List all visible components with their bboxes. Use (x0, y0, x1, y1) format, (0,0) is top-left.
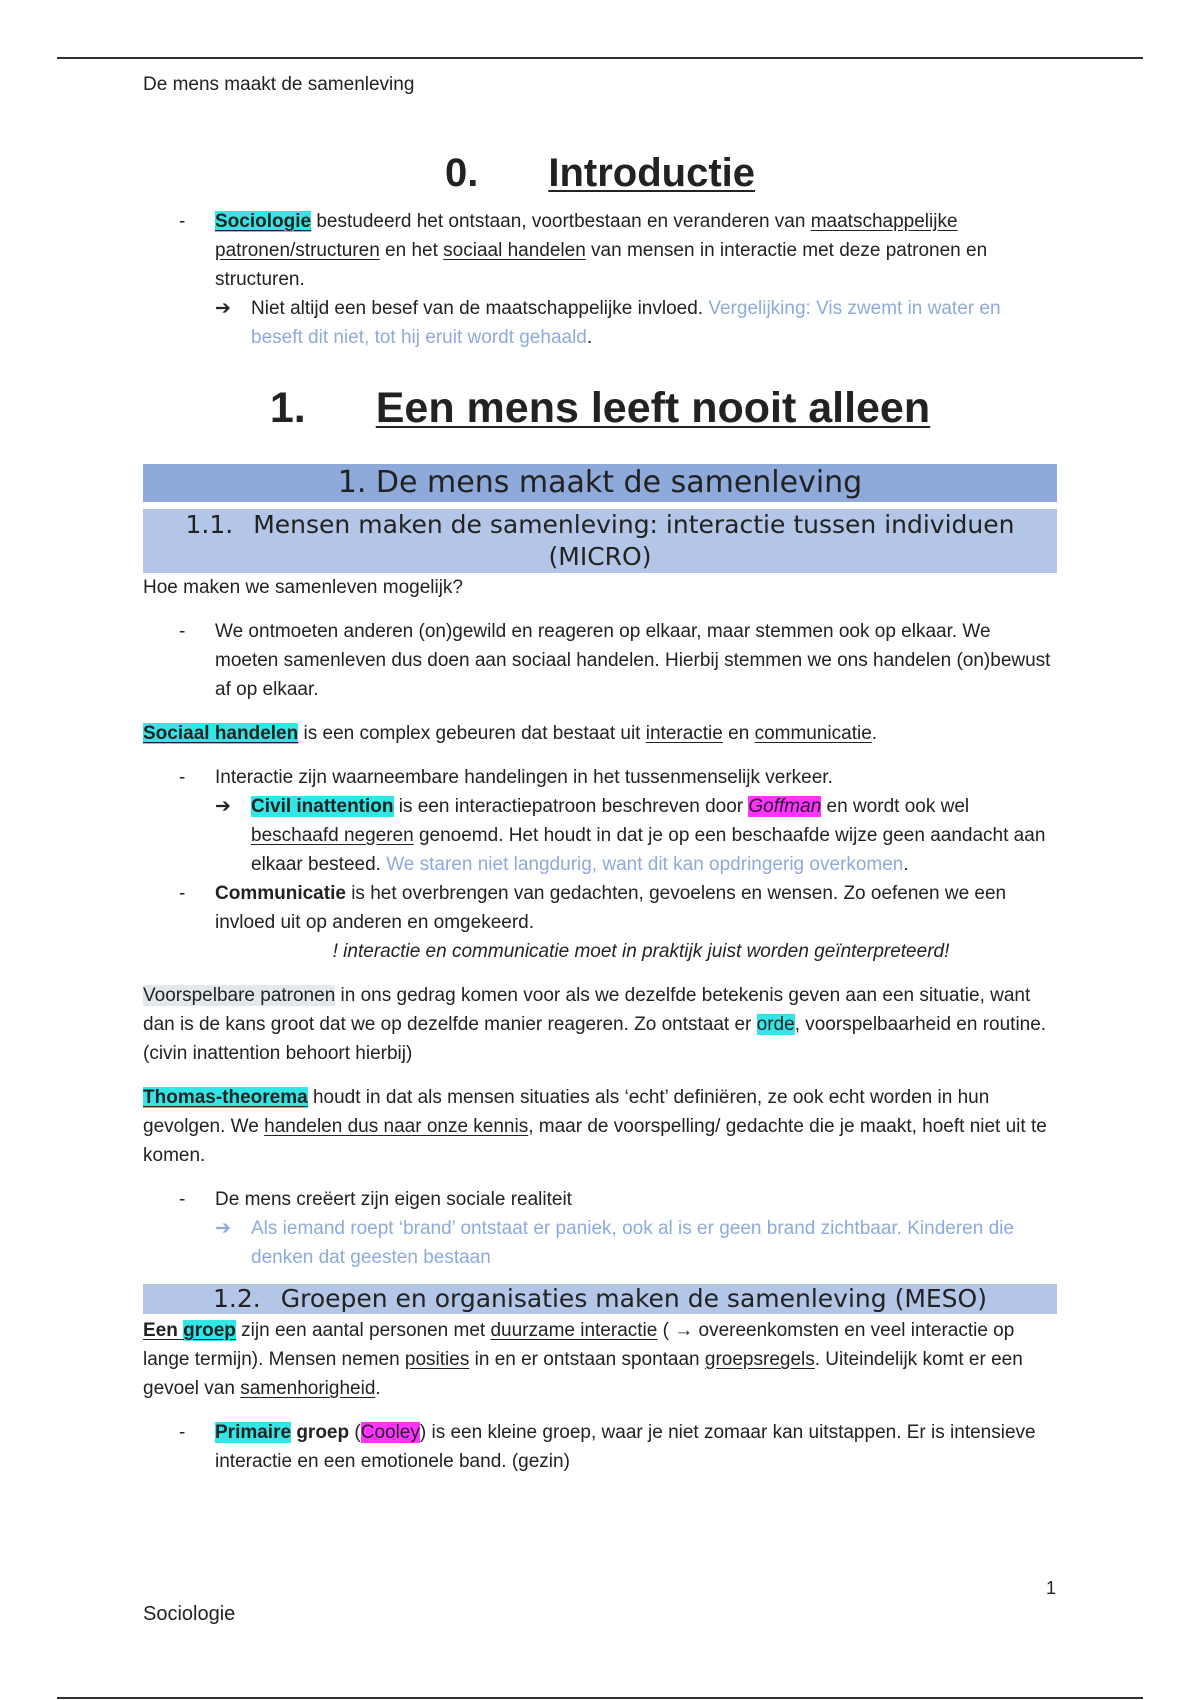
text-run: houdt in dat als mensen situaties als ‘echt’ definiëren, ze ook echt worden in hun gevolgen. We (143, 1087, 990, 1137)
para-voorspelbare-patronen (143, 981, 1057, 1068)
text-run: Niet altijd een besef van de maatschappelijke invloed. (251, 298, 709, 319)
subsection-number: 1.1. (185, 510, 234, 539)
example-text: Vergelijking: Vis zwemt in water en beseft dit niet, tot hij eruit wordt gehaald (251, 298, 1001, 348)
term-orde: orde (756, 1014, 795, 1035)
text-run: ) is een kleine groep, waar je niet zomaar kan uitstappen. Er is intensieve interactie en een emotionele band. (gezin) (215, 1422, 1036, 1472)
example-text: We staren niet langdurig, want dit kan opdringerig overkomen (386, 854, 904, 875)
term-interactie: interactie (645, 723, 723, 744)
text-run: in en er ontstaan spontaan (469, 1349, 705, 1370)
text-run: , voorspelbaarheid en routine. (civin inattention behoort hierbij) (143, 1014, 1047, 1064)
example-text: Als iemand roept ‘brand’ ontstaat er paniek, ook al is er geen brand zichtbaar. Kinderen die denken dat geesten bestaan (251, 1218, 1014, 1268)
heading-een-mens (143, 378, 1057, 438)
text-run: van mensen in interactie met deze patronen en structuren. (215, 240, 988, 290)
dash-icon: - (179, 1422, 186, 1443)
top-rule (57, 57, 1143, 59)
term-duurzame-interactie: duurzame interactie (490, 1320, 658, 1341)
text-run: ( (657, 1320, 675, 1341)
term-civil-inattention: Civil inattention (251, 796, 394, 817)
text-run: is een complex gebeuren dat bestaat uit (298, 723, 646, 744)
arrow-right-icon: ➔ (215, 298, 231, 319)
text-run: ( (349, 1422, 361, 1443)
section-band-samenleving: 1. De mens maakt de samenleving (143, 464, 1057, 502)
bullet-text (215, 1418, 1057, 1476)
arrow-text (251, 792, 1057, 879)
bullet-ontmoeten (143, 617, 1057, 704)
text-run: bestudeerd het ontstaan, voortbestaan en veranderen van (311, 211, 811, 232)
text-run: en (722, 723, 755, 744)
name-goffman: Goffman (748, 796, 822, 817)
dash-icon: - (179, 211, 186, 232)
bullet-interactie (143, 763, 1057, 879)
term-primaire: Primaire (215, 1422, 292, 1443)
dash-icon: - (179, 1189, 186, 1210)
bullet-primaire-groep (143, 1418, 1057, 1476)
dash-icon: - (179, 883, 186, 904)
text-run: . (375, 1378, 381, 1399)
text-run: overeenkomsten en veel interactie op lange termijn). Mensen nemen (143, 1320, 1015, 1370)
heading-text: Introductie (548, 151, 756, 195)
term-sociologie: Sociologie (215, 211, 312, 232)
term-sociaal-handelen: Sociaal handelen (143, 723, 299, 744)
note-interpretatie: ! interactie en communicatie moet in praktijk juist worden geïnterpreteerd! (332, 941, 950, 962)
text-run: . Uiteindelijk komt er een gevoel van (143, 1349, 1023, 1399)
subsection-number: 1.2. (213, 1284, 261, 1313)
term-voorspelbare-patronen: Voorspelbare patronen (143, 985, 336, 1006)
text-run: in ons gedrag komen voor als we dezelfde betekenis geven aan een situatie, want dan is de kans groot dat we op dezelfde manier reageren. Zo ontstaat er (143, 985, 1031, 1035)
term-sociaal-handelen: sociaal handelen (443, 240, 586, 261)
text-run: en wordt ook wel (821, 796, 970, 817)
subsection-title: Groepen en organisaties maken de samenleving (MESO) (280, 1284, 987, 1313)
heading-number: 1. (269, 384, 306, 432)
heading-introductie (143, 145, 1057, 201)
subsection-title: Mensen maken de samenleving: interactie tussen individuen (MICRO) (253, 510, 1015, 571)
bullet-text (215, 879, 1057, 937)
bullet-sociale-realiteit (143, 1185, 1057, 1272)
bullet-text: We ontmoeten anderen (on)gewild en reageren op elkaar, maar stemmen ook op elkaar. We moeten samenleven dus doen aan sociaal handelen. Hierbij stemmen we ons handelen (on)bewust af op elkaar. (215, 621, 1051, 700)
text-run: is het overbrengen van gedachten, gevoelens en wensen. Zo oefenen we een invloed uit op anderen en omgekeerd. (215, 883, 1007, 933)
subsection-band-1-2 (143, 1284, 1057, 1314)
dash-icon: - (179, 767, 186, 788)
text-run: genoemd. Het houdt in dat je op een beschaafde wijze geen aandacht aan elkaar besteed. (251, 825, 1046, 875)
term-groep: groep (291, 1422, 350, 1443)
text-een: Een (143, 1320, 184, 1341)
bullet-text: De mens creëert zijn eigen sociale realiteit (215, 1189, 572, 1210)
document-body (143, 145, 1057, 1476)
bullet-sociologie (143, 207, 1057, 352)
term-beschaafd-negeren: beschaafd negeren (251, 825, 414, 846)
arrow-item-civil-inattention (215, 792, 1057, 879)
bullet-text (215, 207, 1057, 294)
term-groep: groep (183, 1320, 236, 1341)
name-cooley: Cooley (360, 1422, 420, 1443)
term-communicatie: Communicatie (215, 883, 346, 904)
footer-text: Sociologie (143, 1603, 236, 1625)
bullet-communicatie (143, 879, 1057, 966)
arrow-item-besef (215, 294, 1057, 352)
arrow-item-brand (215, 1214, 1057, 1272)
term-communicatie: communicatie (754, 723, 872, 744)
term-maatschappelijke-patronen: maatschappelijke patronen/structuren (215, 211, 958, 261)
arrow-right-icon: ➔ (215, 1218, 231, 1239)
heading-number: 0. (444, 151, 479, 195)
term-posities: posities (404, 1349, 470, 1370)
arrow-right-icon: ➔ (215, 796, 231, 817)
dash-icon: - (179, 621, 186, 642)
arrow-right-icon: → (674, 1320, 694, 1341)
text-run: , maar de voorspelling/ gedachte die je maakt, hoeft niet uit te komen. (143, 1116, 1047, 1166)
term-samenhorigheid: samenhorigheid (240, 1378, 376, 1399)
page-number: 1 (1046, 1578, 1057, 1598)
term-groepsregels: groepsregels (704, 1349, 815, 1370)
text-run: . (871, 723, 878, 744)
text-run: zijn een aantal personen met (235, 1320, 491, 1341)
bullet-text: Interactie zijn waarneembare handelingen in het tussenmenselijk verkeer. (215, 767, 833, 788)
text-run: . (586, 327, 593, 348)
text-run: . (903, 854, 909, 875)
bottom-rule (57, 1697, 1143, 1699)
text-run: en het (379, 240, 444, 261)
para-sociaal-handelen (143, 719, 1057, 748)
term-thomas-theorema: Thomas-theorema (143, 1087, 308, 1108)
text-run: is een interactiepatroon beschreven door (393, 796, 749, 817)
question-text: Hoe maken we samenleven mogelijk? (143, 577, 463, 598)
para-thomas-theorema (143, 1083, 1057, 1170)
term-handelen-naar-kennis: handelen dus naar onze kennis (264, 1116, 529, 1137)
subsection-band-1-1 (143, 509, 1057, 573)
para-groep (143, 1316, 1057, 1403)
running-head: De mens maakt de samenleving (143, 74, 415, 95)
arrow-text (251, 294, 1057, 352)
heading-text: Een mens leeft nooit alleen (375, 384, 931, 432)
